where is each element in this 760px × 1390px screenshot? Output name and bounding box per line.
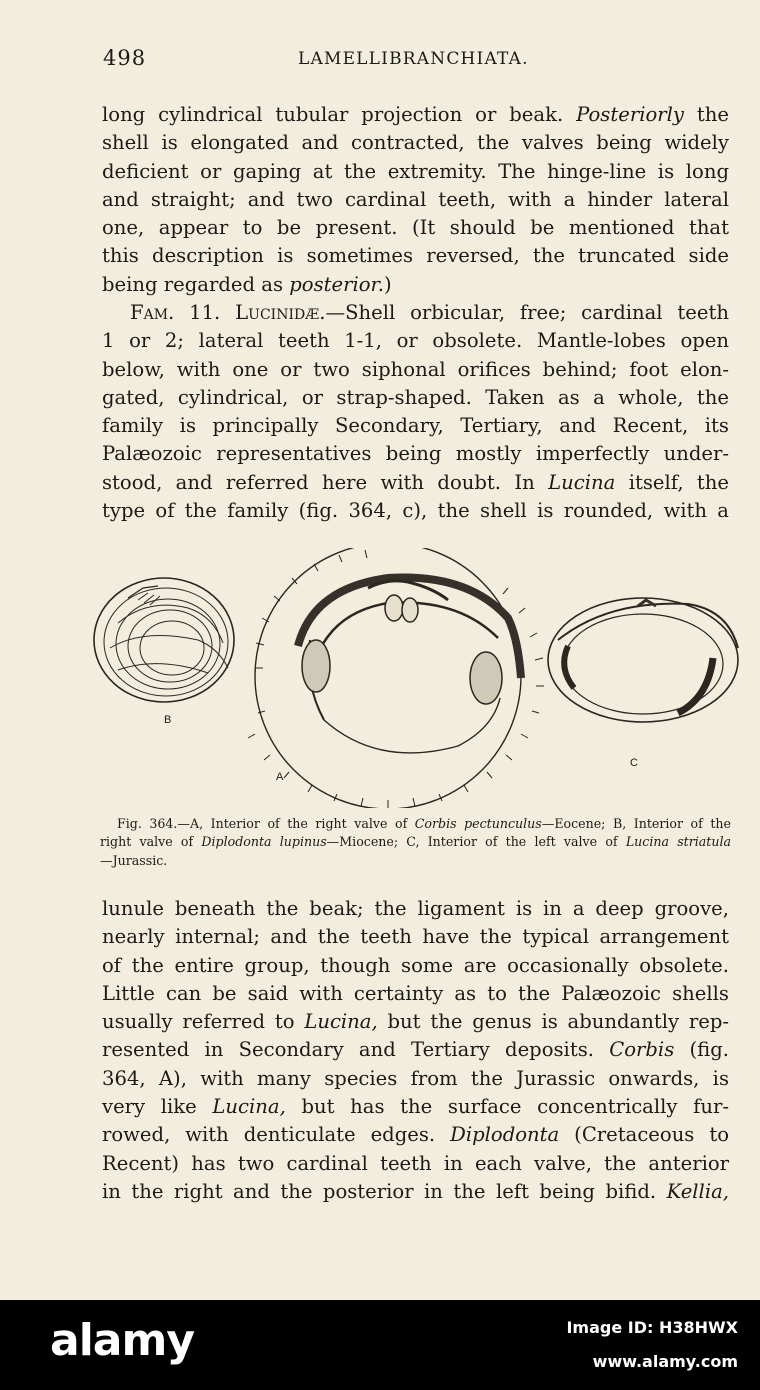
running-head: LAMELLIBRANCHIATA. — [298, 49, 529, 69]
figure-label-a: A — [276, 771, 284, 783]
alamy-logo: alamy — [50, 1315, 194, 1366]
shell-c-illustration — [548, 598, 738, 722]
shell-b-illustration — [94, 578, 234, 702]
paragraph-lucina-genera: lunule beneath the beak; the ligament is in a deep groove, nearly internal; and the teeth have the typical arrangement of the entire group, though some are occasionally obsolete. Little can be said with certainty as to the Palæozoic shells usually referred to Lucina, but the genus is abundantly rep- resented in Secondary and Tertiary deposits. Corbis (fig. 364, A), with many species from the Jurassic onwards, is very like Lucina, but has the surface concentrically fur- rowed, with denticulate edges. Diplodonta (Cretaceous to Recent) has two cardinal teeth in each valve, the anterior in the right and the posterior in the left being bifid. Kellia, — [102, 897, 729, 1203]
shell-a-illustration — [248, 548, 544, 808]
watermark-footer — [0, 1300, 760, 1390]
page-header — [100, 46, 730, 76]
paragraph-lucinidae: Fam. 11. Lucinidæ.—Shell orbicular, free; cardinal teeth 1 or 2; lateral teeth 1-1, or obsolete. Mantle-lobes open below, with one or two siphonal orifices behind; foot elon- gated, cylindrical, or strap-shaped. Taken as a whole, the family is principally Secondary, Tertiary, and Recent, its Palæozoic representatives being mostly imperfectly under- stood, and referred here with doubt. In Lucina itself, the type of the family (fig. 364, c), the shell is rounded, with a — [102, 301, 730, 523]
paragraph-continuation: long cylindrical tubular projection or beak. Posteriorly the shell is elongated and contracted, the valves being widely deficient or gaping at the extremity. The hinge-line is long and straight; and two cardinal teeth, with a hinder lateral one, appear to be present. (It should be mentioned that this description is sometimes reversed, the truncated side being regarded as posterior.) — [102, 103, 730, 296]
image-id: Image ID: H38HWX — [566, 1318, 738, 1337]
page-number: 498 — [103, 46, 147, 70]
figure-label-b: B — [164, 714, 172, 726]
site-url: www.alamy.com — [592, 1352, 738, 1371]
figure-364 — [88, 548, 748, 808]
figure-label-c: C — [630, 757, 638, 769]
figure-caption: Fig. 364.—A, Interior of the right valve of Corbis pectunculus—Eocene; B, Interior of the right valve of Diplodonta lupinus—Miocene; C, Interior of the left valve of Lucina striatula —Jurassic. — [100, 816, 731, 868]
